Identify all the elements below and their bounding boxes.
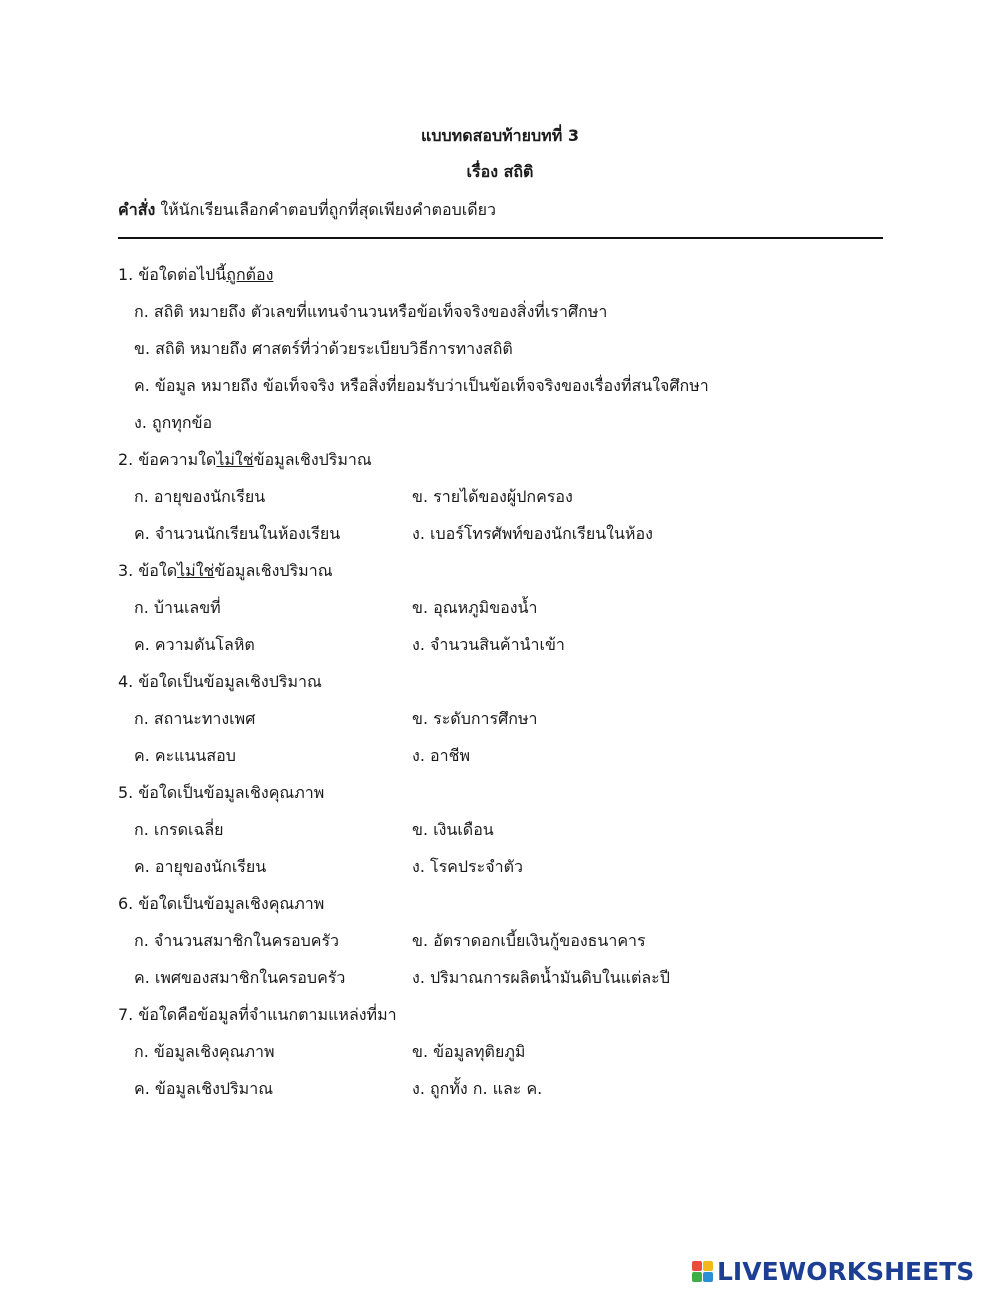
question-5: 5. ข้อใดเป็นข้อมูลเชิงคุณภาพ [118,783,325,802]
instruction [118,198,496,223]
page-title: แบบทดสอบท้ายบทที่ 3 [421,126,579,145]
q4-option-c: ค. คะแนนสอบ [134,746,236,765]
question-2: 2. ข้อความใดไม่ใช่ข้อมูลเชิงปริมาณ [118,450,372,469]
logo-block-3 [692,1272,702,1282]
instruction-label: คำสั่ง [118,200,156,219]
q1-option-c: ค. ข้อมูล หมายถึง ข้อเท็จจริง หรือสิ่งที่ยอมรับว่าเป็นข้อเท็จจริงของเรื่องที่สนใจศึกษา [134,376,709,395]
q3-option-d: ง. จำนวนสินค้านำเข้า [412,635,565,654]
logo-blocks-icon [692,1261,713,1282]
logo-text: LIVEWORKSHEETS [717,1256,975,1286]
q6-option-a: ก. จำนวนสมาชิกในครอบครัว [134,931,340,950]
q7-option-b: ข. ข้อมูลทุติยภูมิ [412,1042,526,1061]
question-4: 4. ข้อใดเป็นข้อมูลเชิงปริมาณ [118,672,322,691]
logo-block-1 [692,1261,702,1271]
q1-option-a: ก. สถิติ หมายถึง ตัวเลขที่แทนจำนวนหรือข้อเท็จจริงของสิ่งที่เราศึกษา [134,302,608,321]
q6-option-d: ง. ปริมาณการผลิตน้ำมันดิบในแต่ละปี [412,968,670,987]
q3-option-c: ค. ความดันโลหิต [134,635,255,654]
q1-option-d: ง. ถูกทุกข้อ [134,413,213,432]
q2-option-d: ง. เบอร์โทรศัพท์ของนักเรียนในห้อง [412,524,653,543]
q4-option-d: ง. อาชีพ [412,746,470,765]
q7-option-d: ง. ถูกทั้ง ก. และ ค. [412,1079,543,1098]
q1-option-b: ข. สถิติ หมายถึง ศาสตร์ที่ว่าด้วยระเบียบวิธีการทางสถิติ [134,339,513,358]
q2-option-c: ค. จำนวนนักเรียนในห้องเรียน [134,524,341,543]
q5-option-b: ข. เงินเดือน [412,820,494,839]
q3-option-a: ก. บ้านเลขที่ [134,598,221,617]
logo-block-4 [703,1272,713,1282]
divider [118,237,883,239]
page-subtitle: เรื่อง สถิติ [466,162,534,181]
q5-option-a: ก. เกรดเฉลี่ย [134,820,224,839]
q2-option-a: ก. อายุของนักเรียน [134,487,266,506]
question-7: 7. ข้อใดคือข้อมูลที่จำแนกตามแหล่งที่มา [118,1005,397,1024]
q2-option-b: ข. รายได้ของผู้ปกครอง [412,487,573,506]
q6-option-c: ค. เพศของสมาชิกในครอบครัว [134,968,346,987]
question-1: 1. ข้อใดต่อไปนี้ถูกต้อง [118,265,274,284]
q6-option-b: ข. อัตราดอกเบี้ยเงินกู้ของธนาคาร [412,931,646,950]
logo-block-2 [703,1261,713,1271]
q5-option-c: ค. อายุของนักเรียน [134,857,267,876]
q3-option-b: ข. อุณหภูมิของน้ำ [412,598,538,617]
instruction-text: ให้นักเรียนเลือกคำตอบที่ถูกที่สุดเพียงคำตอบเดียว [160,200,497,219]
question-6: 6. ข้อใดเป็นข้อมูลเชิงคุณภาพ [118,894,325,913]
q4-option-a: ก. สถานะทางเพศ [134,709,256,728]
question-3: 3. ข้อใดไม่ใช่ข้อมูลเชิงปริมาณ [118,561,333,580]
q7-option-c: ค. ข้อมูลเชิงปริมาณ [134,1079,274,1098]
liveworksheets-logo[interactable] [692,1256,974,1286]
q4-option-b: ข. ระดับการศึกษา [412,709,538,728]
q5-option-d: ง. โรคประจำตัว [412,857,523,876]
q7-option-a: ก. ข้อมูลเชิงคุณภาพ [134,1042,275,1061]
